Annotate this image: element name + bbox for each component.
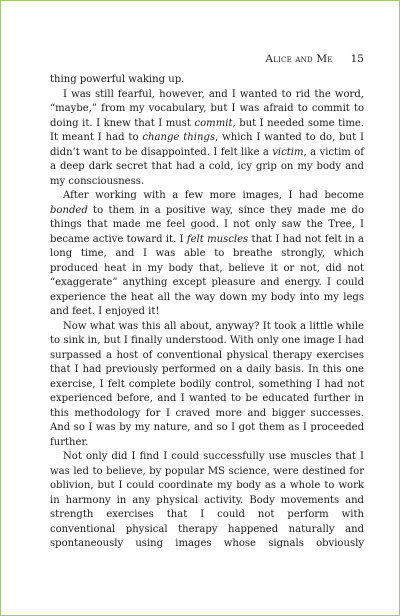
- italic-text: commit: [194, 117, 233, 129]
- paragraph: [50, 320, 364, 451]
- text-run: After working with a few more images, I had become: [63, 190, 364, 201]
- text-run: Now what was this all about, anyway? It took a little while to sink in, but I finally understood. With only one image I had surpassed a host of conventional physical therapy exercises that I had previously performed on a daily basis. In this one exercise, I felt complete bodily control, something I had not experienced before, and I wanted to be educated further in this methodology for I craved more and bigger successes. And so I was by my nature, and so I got them as I proceeded further.: [50, 320, 364, 448]
- text-run: , which I wanted to do, but I didn’t want to be disappointed. I felt like a: [50, 132, 364, 158]
- italic-text: victim: [272, 146, 304, 158]
- paragraph: [50, 189, 364, 320]
- paragraph: [50, 450, 364, 552]
- paragraph: [50, 73, 364, 88]
- running-head-title: Alice and Me: [265, 53, 333, 65]
- text-run: Not only did I find I could successfully use muscles that I was led to believe, by popular MS science, were destined for oblivion, but I could coordinate my body as a whole to work in harmony in any physical activity. Body movements and strength exercises that I could not perform with conventional physical therapy happened naturally and spontaneously using images whose signals obviously: [50, 451, 364, 549]
- italic-text: felt muscles: [186, 233, 249, 245]
- text-run: , but I needed some time. It meant I had to: [50, 117, 364, 143]
- text-run: , a victim of a deep dark secret that had a cold, icy grip on my body and my consciousness.: [50, 146, 364, 187]
- page-number: 15: [350, 53, 364, 65]
- paragraph: [50, 88, 364, 190]
- running-head: [50, 53, 364, 67]
- italic-text: change things: [142, 132, 216, 143]
- text-run: thing powerful waking up.: [50, 74, 185, 85]
- text-run: to them in a positive way, since they made me do things that made me feel good. I not only saw the Tree, I became active toward it. I: [50, 204, 364, 245]
- italic-text: bonded: [50, 204, 88, 216]
- text-run: I was still fearful, however, and I wanted to rid the word, “maybe,” from my vocabulary, but I was afraid to commit to doing it. I knew that I must: [50, 88, 364, 129]
- text-run: that I had not felt in a long time, and I was able to breathe strongly, which produced heat in my body that, believe it or not, did not “exaggerate” anything except pleasure and energy. I could experience the heat all the way down my body into my legs and feet. I enjoyed it!: [50, 233, 364, 317]
- body-text: [50, 73, 364, 552]
